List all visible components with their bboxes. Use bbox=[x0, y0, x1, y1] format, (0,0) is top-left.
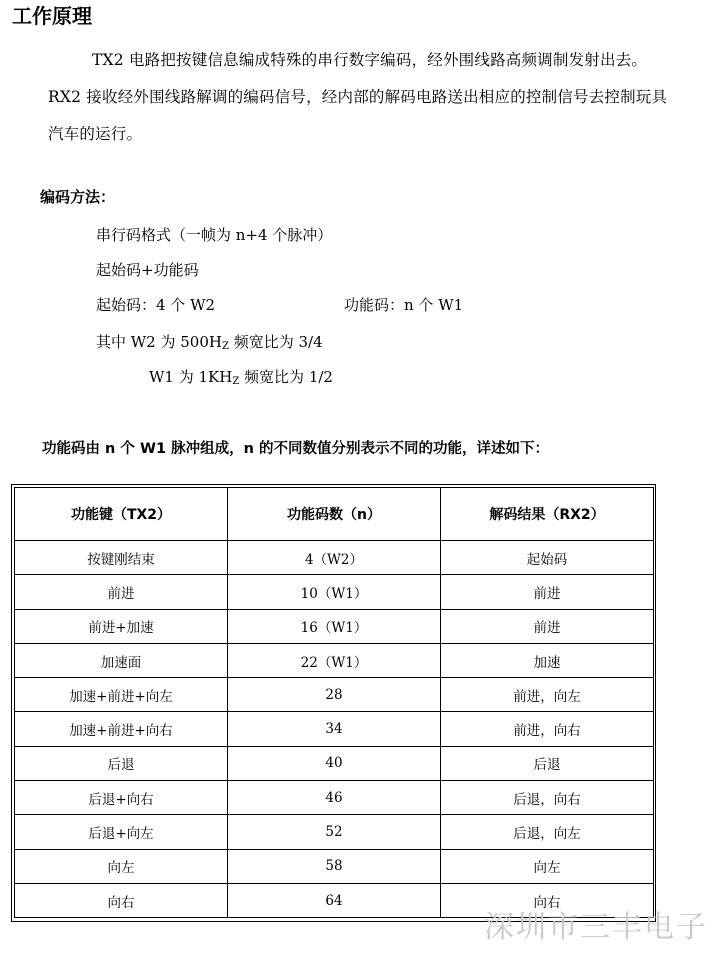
w1-spec-subscript: Z bbox=[232, 376, 240, 387]
cell-code-count: 52 bbox=[228, 815, 441, 849]
cell-code-count: 40 bbox=[228, 746, 441, 780]
cell-decode-result: 加速 bbox=[441, 643, 654, 677]
cell-decode-result: 前进 bbox=[441, 575, 654, 609]
page-title: 工作原理 bbox=[12, 4, 92, 28]
table-header-row bbox=[15, 488, 654, 541]
w2-spec-line bbox=[96, 331, 323, 358]
intro-paragraph: TX2 电路把按键信息编成特殊的串行数字编码，经外围线路高频调制发射出去。RX2 接收经外围线路解调的编码信号，经内部的解码电路送出相应的控制信号去控制玩具汽车的运行。 bbox=[48, 51, 668, 143]
w2-spec-prefix: 其中 W2 为 500H bbox=[96, 333, 222, 351]
structure-line: 起始码+功能码 bbox=[96, 261, 199, 279]
cell-decode-result: 向左 bbox=[441, 849, 654, 883]
cell-decode-result: 起始码 bbox=[441, 541, 654, 575]
cell-function-key: 按键刚结束 bbox=[15, 541, 228, 575]
cell-decode-result: 后退 bbox=[441, 746, 654, 780]
cell-decode-result: 后退，向右 bbox=[441, 781, 654, 815]
table-row bbox=[15, 609, 654, 643]
cell-decode-result: 向右 bbox=[441, 883, 654, 917]
cell-decode-result: 前进，向右 bbox=[441, 712, 654, 746]
cell-code-count: 64 bbox=[228, 883, 441, 917]
header-function-code-count: 功能码数（n） bbox=[228, 488, 441, 541]
cell-function-key: 加速+前进+向左 bbox=[15, 678, 228, 712]
cell-function-key: 加速面 bbox=[15, 643, 228, 677]
cell-decode-result: 前进 bbox=[441, 609, 654, 643]
format-line: 串行码格式（一帧为 n+4 个脉冲） bbox=[96, 226, 333, 244]
watermark: 深圳市三丰电子 bbox=[484, 910, 708, 945]
cell-function-key: 后退+向左 bbox=[15, 815, 228, 849]
cell-code-count: 16（W1） bbox=[228, 609, 441, 643]
header-decode-result: 解码结果（RX2） bbox=[441, 488, 654, 541]
cell-code-count: 46 bbox=[228, 781, 441, 815]
cell-function-key: 前进+加速 bbox=[15, 609, 228, 643]
function-code-table bbox=[14, 487, 654, 918]
w1-spec-prefix: W1 为 1KH bbox=[149, 368, 233, 386]
table-row bbox=[15, 849, 654, 883]
cell-decode-result: 前进，向左 bbox=[441, 678, 654, 712]
cell-code-count: 22（W1） bbox=[228, 643, 441, 677]
cell-function-key: 向左 bbox=[15, 849, 228, 883]
cell-function-key: 后退+向右 bbox=[15, 781, 228, 815]
cell-decode-result: 后退，向左 bbox=[441, 815, 654, 849]
cell-code-count: 10（W1） bbox=[228, 575, 441, 609]
cell-function-key: 后退 bbox=[15, 746, 228, 780]
table-row bbox=[15, 712, 654, 746]
cell-function-key: 前进 bbox=[15, 575, 228, 609]
function-code-table-frame bbox=[11, 484, 656, 922]
w1-spec-suffix: 频宽比为 1/2 bbox=[239, 368, 333, 386]
cell-function-key: 向右 bbox=[15, 883, 228, 917]
table-row bbox=[15, 575, 654, 609]
w1-spec-line bbox=[149, 366, 333, 393]
table-row bbox=[15, 643, 654, 677]
table-row bbox=[15, 678, 654, 712]
header-function-key: 功能键（TX2） bbox=[15, 488, 228, 541]
table-row bbox=[15, 541, 654, 575]
cell-code-count: 58 bbox=[228, 849, 441, 883]
table-intro: 功能码由 n 个 W1 脉冲组成，n 的不同数值分别表示不同的功能，详述如下： bbox=[42, 441, 549, 457]
table-row bbox=[15, 746, 654, 780]
cell-code-count: 4（W2） bbox=[228, 541, 441, 575]
cell-code-count: 34 bbox=[228, 712, 441, 746]
function-code-line: 功能码：n 个 W1 bbox=[344, 296, 464, 314]
start-code-line: 起始码：4 个 W2 bbox=[96, 296, 216, 314]
encoding-heading: 编码方法： bbox=[40, 188, 116, 206]
table-row bbox=[15, 815, 654, 849]
w2-spec-subscript: Z bbox=[221, 341, 229, 352]
cell-function-key: 加速+前进+向右 bbox=[15, 712, 228, 746]
w2-spec-suffix: 频宽比为 3/4 bbox=[228, 333, 323, 351]
cell-code-count: 28 bbox=[228, 678, 441, 712]
table-row bbox=[15, 781, 654, 815]
